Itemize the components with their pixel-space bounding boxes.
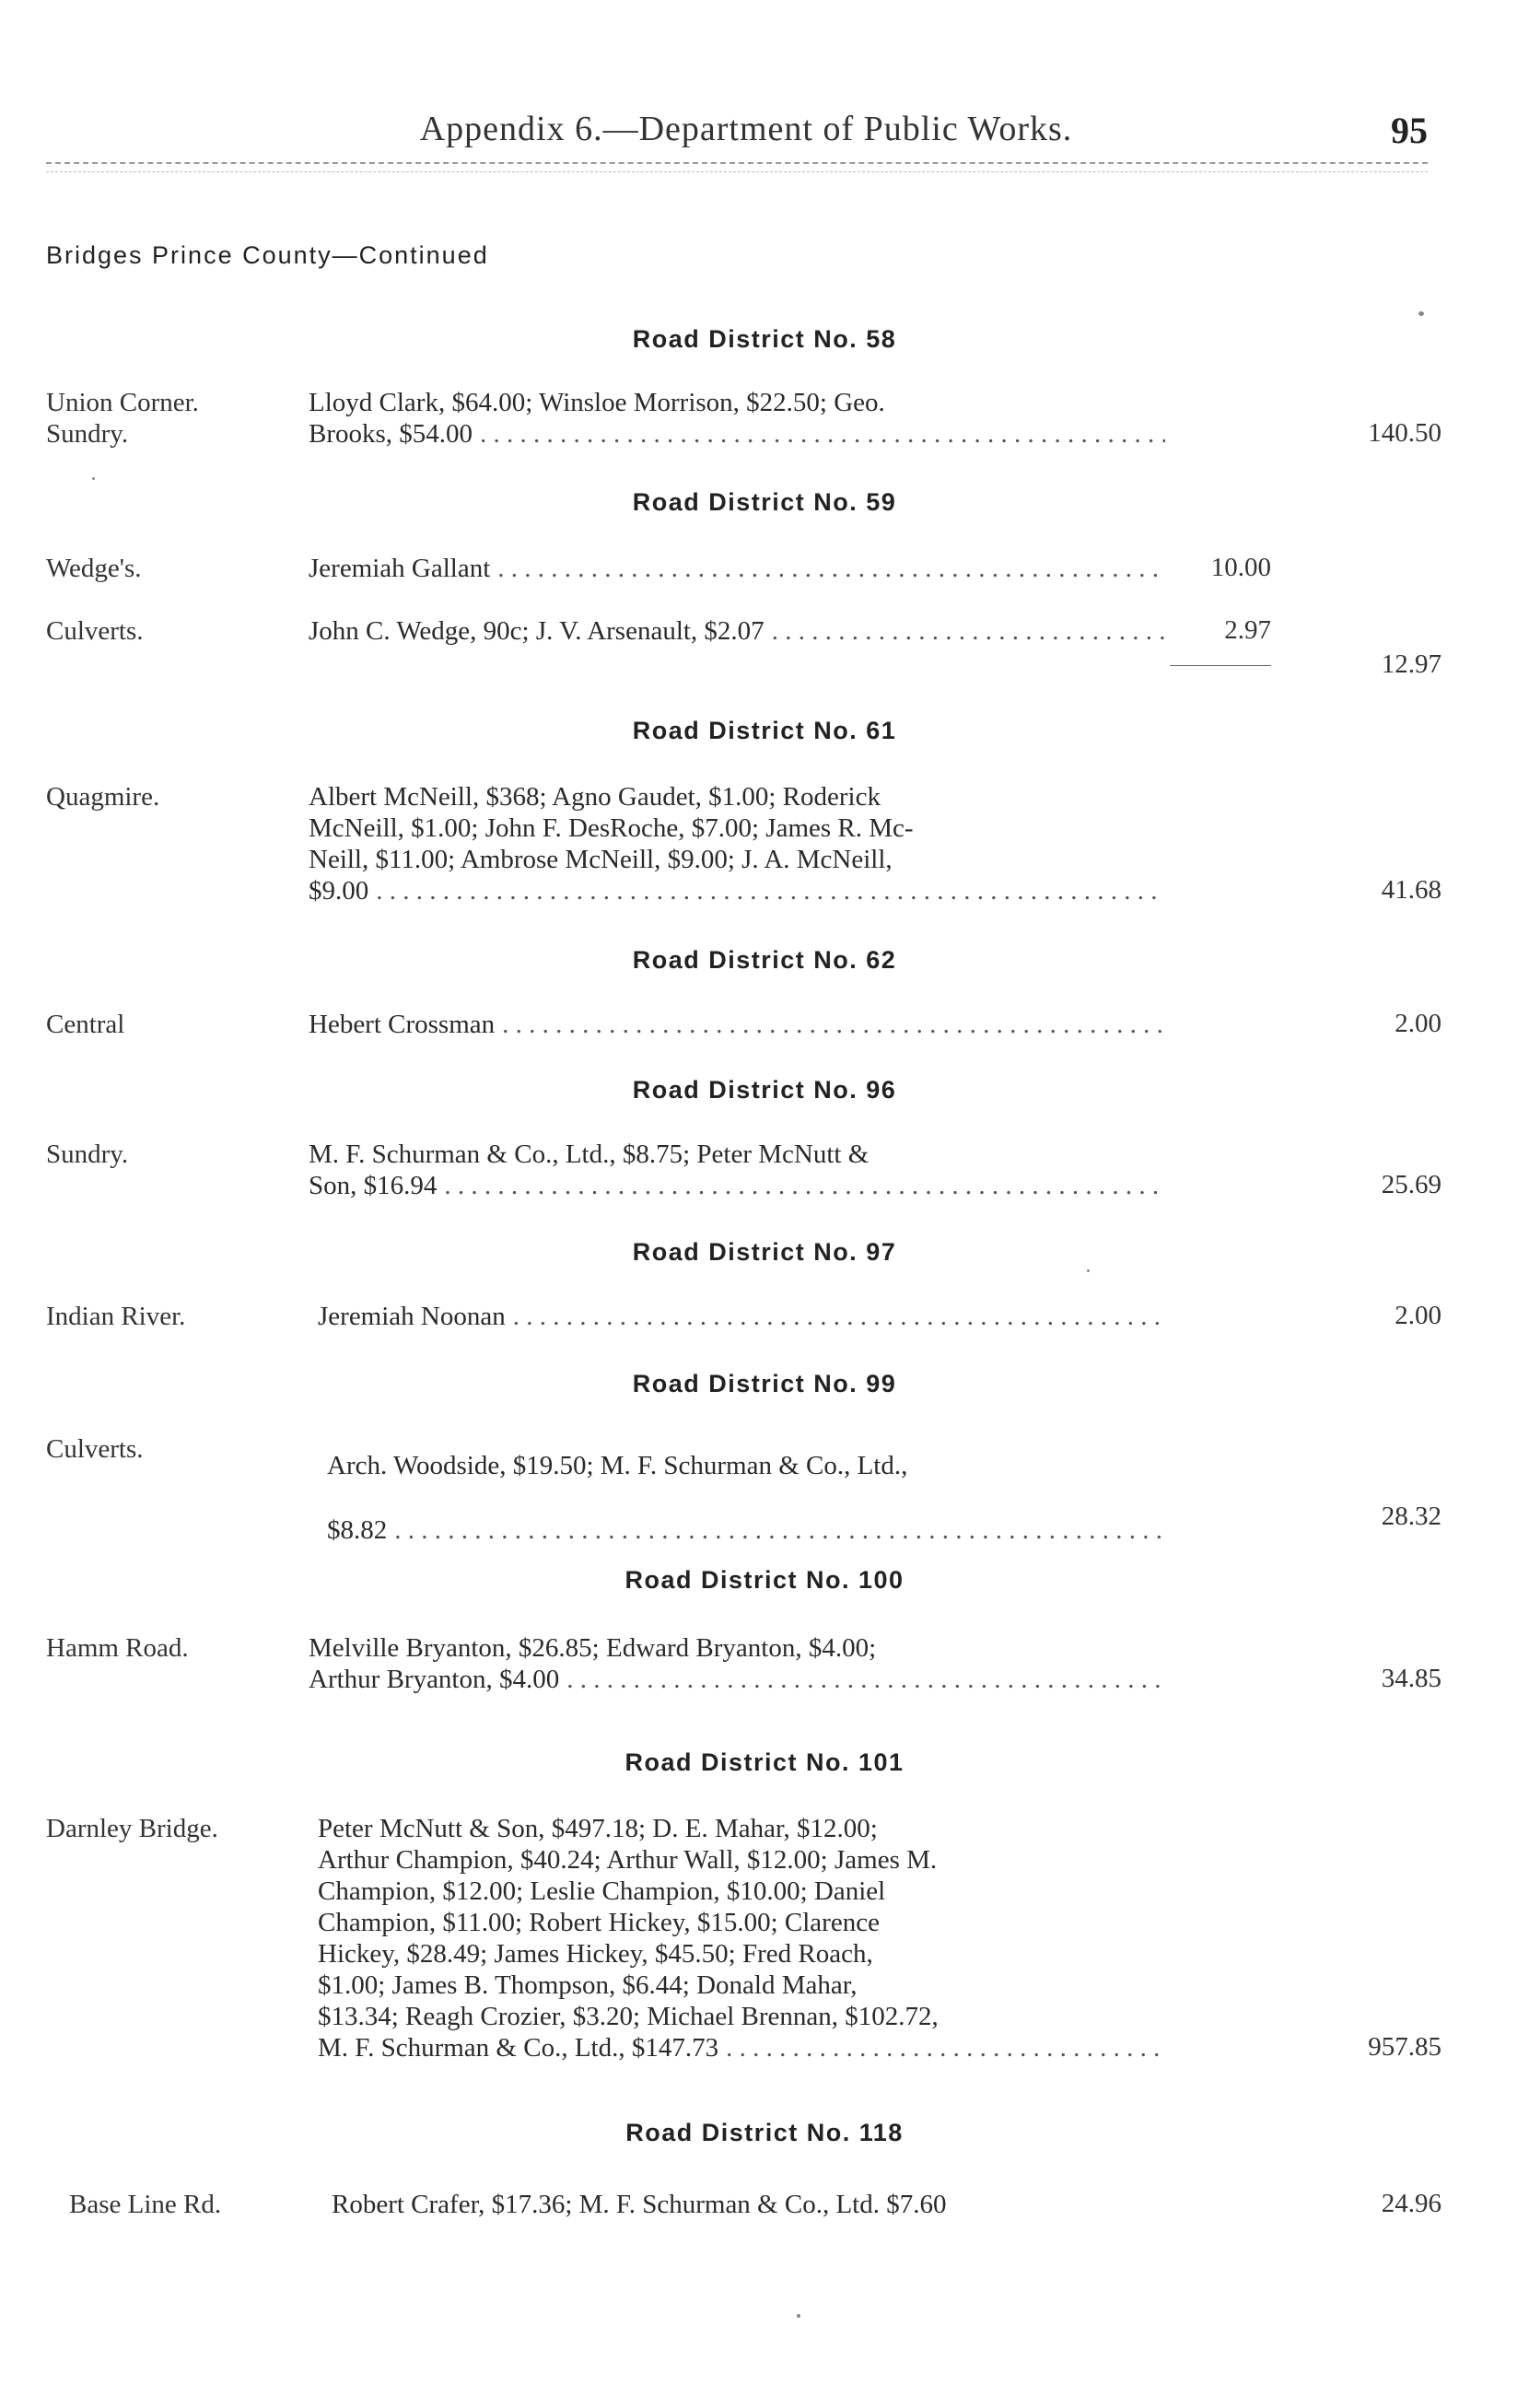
dot-leader [376,875,1165,906]
district-total: 2.00 [1395,1009,1441,1038]
entry-line: McNeill, $1.00; John F. DesRoche, $7.00; James R. Mc- [309,813,914,843]
entry-line: M. F. Schurman & Co., Ltd., $147.73 [318,2033,719,2063]
entry-label: Base Line Rd. [69,2190,222,2219]
district-total: 12.97 [1381,649,1441,679]
entry-label: Wedge's. [46,554,142,583]
entry-line: Son, $16.94 [309,1171,438,1200]
entry-label: Darnley Bridge. [46,1814,218,1843]
entry-line: Brooks, $54.00 [309,419,473,449]
entry-line: Jeremiah Noonan [318,1302,506,1331]
entry-line: Albert McNeill, $368; Agno Gaudet, $1.00; Roderick [309,782,881,812]
entry-label: Quagmire. [46,782,160,812]
entry-label: Union Corner. Sundry. [46,388,199,449]
district-total: 24.96 [1381,2189,1441,2218]
entry-line: Robert Crafer, $17.36; M. F. Schurman & Co., Ltd. $7.60 [332,2190,947,2219]
district-total: 28.32 [1381,1502,1441,1531]
scan-speck [797,2314,800,2318]
header-rule [46,162,1428,164]
entry-description [318,1813,1165,2063]
dot-leader [513,1301,1165,1332]
dot-leader [566,1664,1165,1695]
district-total: 2.00 [1395,1301,1441,1330]
entry-description [309,553,1165,584]
scan-speck [92,477,95,480]
entry-line: Arthur Champion, $40.24; Arthur Wall, $12.00; James M. [318,1845,938,1875]
entry-amount: 2.97 [1224,615,1271,645]
entry-label: Central [46,1010,125,1039]
district-total: 34.85 [1381,1664,1441,1693]
district-heading: Road District No. 97 [632,1238,897,1266]
district-heading: Road District No. 118 [625,2119,904,2146]
dot-leader [772,615,1165,647]
entry-description [309,615,1165,647]
entry-line: Champion, $11.00; Robert Hickey, $15.00; Clarence [318,1908,880,1937]
district-heading: Road District No. 58 [632,325,897,353]
entry-line: Jeremiah Gallant [309,554,491,583]
entry-description [318,1301,1165,1332]
district-heading: Road District No. 59 [632,488,897,516]
dot-leader [726,2032,1165,2063]
dot-leader [394,1498,1165,1562]
district-heading: Road District No. 96 [632,1076,897,1104]
entry-line: $9.00 [309,876,369,906]
dot-leader [444,1170,1165,1201]
scan-speck [1087,1269,1090,1272]
scan-speck [1418,311,1424,316]
entry-label: Culverts. [46,1434,144,1464]
page-number: 95 [1391,110,1428,151]
district-total: 957.85 [1368,2032,1441,2062]
entry-label: Hamm Road. [46,1633,189,1663]
entry-description [309,781,1165,906]
entry-description [332,2189,1197,2220]
dot-leader [480,418,1165,450]
district-total: 41.68 [1381,875,1441,905]
entry-label: Sundry. [46,1140,129,1169]
entry-line: M. F. Schurman & Co., Ltd., $8.75; Peter McNutt & [309,1140,870,1169]
entry-amount: 10.00 [1210,553,1271,582]
entry-description [327,1433,1165,1562]
entry-line: John C. Wedge, 90c; J. V. Arsenault, $2.07 [309,616,764,646]
entry-description [309,1139,1165,1201]
entry-description [309,387,1165,450]
dot-leader [502,1009,1165,1040]
running-head: Appendix 6.—Department of Public Works. [419,110,1073,148]
entry-description [309,1009,1165,1040]
district-heading: Road District No. 62 [632,946,897,974]
district-total: 25.69 [1381,1170,1441,1199]
header-rule-secondary [46,171,1428,172]
entry-line: $1.00; James B. Thompson, $6.44; Donald Mahar, [318,1970,858,2000]
district-heading: Road District No. 100 [624,1566,905,1594]
district-total: 140.50 [1368,418,1441,448]
entry-line: Arthur Bryanton, $4.00 [309,1665,560,1694]
entry-line: Lloyd Clark, $64.00; Winsloe Morrison, $22.50; Geo. [309,388,885,417]
dot-leader [497,553,1165,584]
district-heading: Road District No. 99 [632,1370,897,1397]
entry-line: Peter McNutt & Son, $497.18; D. E. Mahar, $12.00; [318,1814,878,1843]
section-title: Bridges Prince County—Continued [46,241,489,269]
entry-line: Neill, $11.00; Ambrose McNeill, $9.00; J. A. McNeill, [309,845,893,874]
subtotal-rule [1170,665,1271,666]
entry-line: Arch. Woodside, $19.50; M. F. Schurman & Co., Ltd., [327,1451,908,1480]
entry-line: $13.34; Reagh Crozier, $3.20; Michael Brennan, $102.72, [318,2002,939,2031]
entry-line: Hebert Crossman [309,1010,496,1039]
entry-description [309,1632,1165,1695]
entry-line: Melville Bryanton, $26.85; Edward Bryanton, $4.00; [309,1633,877,1663]
entry-label: Indian River. [46,1302,186,1331]
entry-line: Hickey, $28.49; James Hickey, $45.50; Fred Roach, [318,1939,873,1969]
entry-label: Culverts. [46,616,144,646]
entry-line: $8.82 [327,1515,388,1545]
district-heading: Road District No. 61 [632,717,897,744]
entry-line: Champion, $12.00; Leslie Champion, $10.00; Daniel [318,1876,886,1906]
district-heading: Road District No. 101 [624,1748,905,1776]
